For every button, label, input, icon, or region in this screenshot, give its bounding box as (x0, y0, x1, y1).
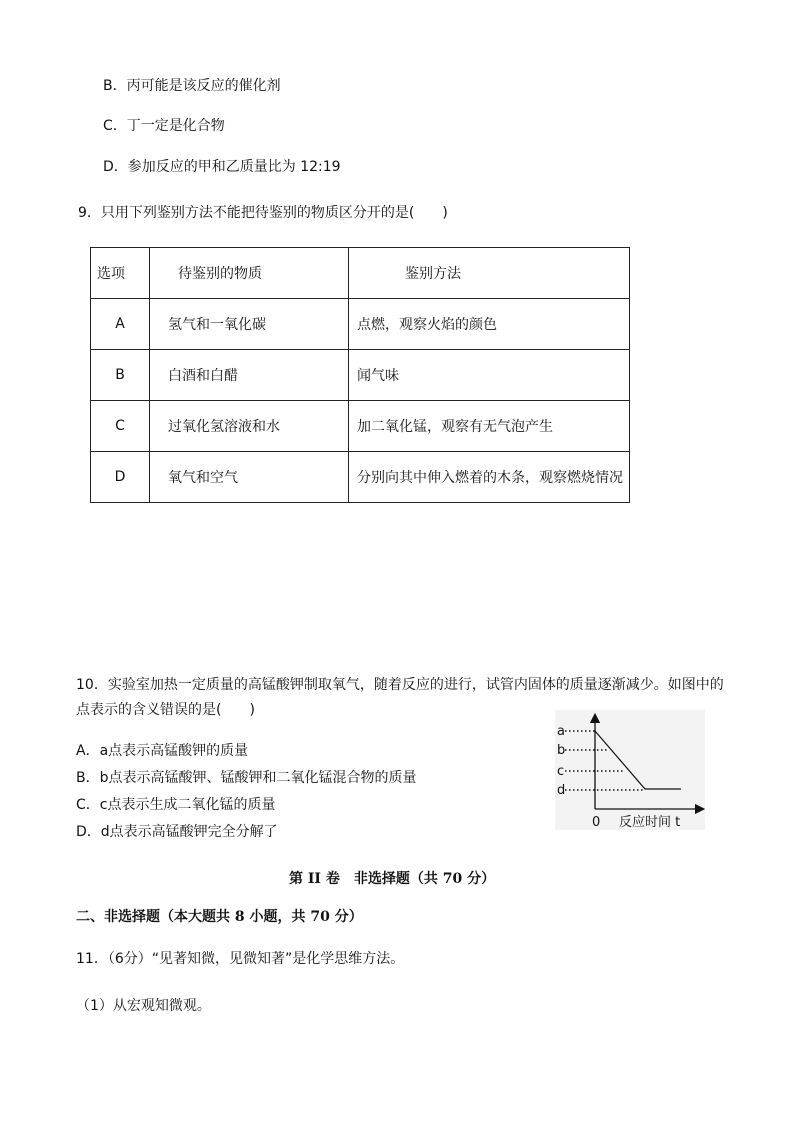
table-row (91, 350, 630, 401)
table-header-cell: 待鉴别的物质 (150, 248, 349, 299)
q8-option-d: D．参加反应的甲和乙质量比为 12:19 (103, 159, 341, 175)
q8-option-b: B．丙可能是该反应的催化剂 (103, 78, 281, 94)
q10-option-c: C．c点表示生成二氧化锰的质量 (76, 797, 276, 813)
table-row (91, 401, 630, 452)
q10-option-a: A．a点表示高锰酸钾的质量 (76, 743, 249, 759)
q11-stem: 11．（6分）“见著知微，见微知著”是化学思维方法。 (76, 951, 405, 967)
table-cell-substances: 氧气和空气 (150, 452, 349, 503)
table-cell-option: D (91, 452, 150, 503)
label-b: b (557, 743, 566, 758)
q10-graph-svg (555, 710, 705, 830)
q10-stem-line1: 10．实验室加热一定质量的高锰酸钾制取氧气，随着反应的进行，试管内固体的质量逐渐减少。如图中的 (76, 677, 724, 693)
label-a: a (557, 724, 565, 739)
table-header-cell: 选项 (91, 248, 150, 299)
section-heading: 二、非选择题（本大题共 8 小题，共 70 分） (76, 909, 363, 925)
label-origin: 0 (592, 815, 601, 830)
q8-option-c: C．丁一定是化合物 (103, 118, 225, 134)
table-header-row (91, 248, 630, 299)
q11-sub1: （1）从宏观知微观。 (76, 998, 211, 1014)
table-cell-method: 加二氧化锰，观察有无气泡产生 (349, 401, 630, 452)
label-d: d (557, 783, 566, 798)
table-row (91, 452, 630, 503)
q10-graph (555, 710, 705, 830)
table-cell-method: 点燃，观察火焰的颜色 (349, 299, 630, 350)
table-cell-option: B (91, 350, 150, 401)
table-cell-option: C (91, 401, 150, 452)
table-cell-substances: 氢气和一氧化碳 (150, 299, 349, 350)
label-c: c (557, 764, 565, 779)
table-cell-method: 闻气味 (349, 350, 630, 401)
q10-stem-line2: 点表示的含义错误的是( ) (76, 702, 255, 718)
table-cell-substances: 白酒和白醋 (150, 350, 349, 401)
q9-stem: 9．只用下列鉴别方法不能把待鉴别的物质区分开的是( ) (78, 205, 448, 221)
q10-option-b: B．b点表示高锰酸钾、锰酸钾和二氧化锰混合物的质量 (76, 770, 417, 786)
q10-option-d: D．d点表示高锰酸钾完全分解了 (76, 824, 278, 840)
label-x-axis: 反应时间 t (619, 815, 681, 830)
section-title: 第 II 卷 非选择题（共 70 分） (289, 871, 496, 887)
mass-curve (595, 731, 681, 789)
table-cell-method: 分别向其中伸入燃着的木条，观察燃烧情况 (349, 452, 630, 503)
table-cell-option: A (91, 299, 150, 350)
table-header-cell: 鉴别方法 (349, 248, 630, 299)
q9-table (90, 247, 630, 503)
table-cell-substances: 过氧化氢溶液和水 (150, 401, 349, 452)
table-row (91, 299, 630, 350)
